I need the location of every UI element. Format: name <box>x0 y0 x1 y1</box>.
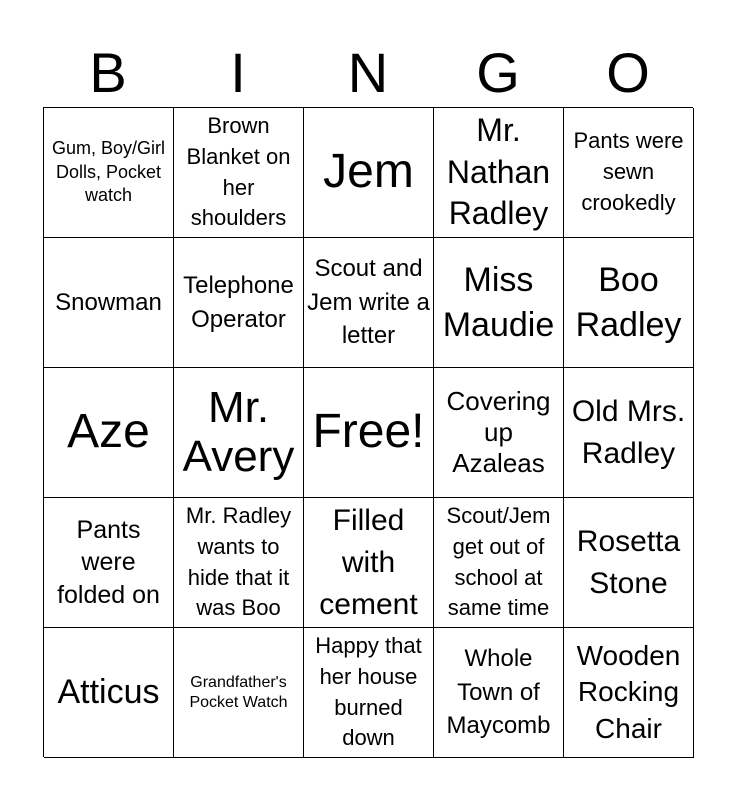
cell-text: Jem <box>323 145 414 199</box>
cell-text: Boo Radley <box>575 261 682 344</box>
bingo-cell[interactable] <box>174 108 304 238</box>
bingo-cell[interactable] <box>44 498 174 628</box>
bingo-board <box>43 107 693 757</box>
bingo-cell[interactable] <box>564 368 694 498</box>
cell-text: Aze <box>67 405 150 459</box>
bingo-cell[interactable] <box>564 108 694 238</box>
cell-text: Whole Town of Maycomb <box>446 645 551 740</box>
cell-text: Pants were folded on <box>57 515 160 609</box>
cell-text: Filled with cement <box>319 503 418 621</box>
cell-text: Free! <box>312 405 425 459</box>
cell-text: Telephone Operator <box>183 271 294 333</box>
bingo-cell[interactable] <box>174 628 304 758</box>
cell-text: Scout/Jem get out of school at same time <box>446 502 551 621</box>
bingo-cell[interactable] <box>434 238 564 368</box>
bingo-cell[interactable] <box>434 368 564 498</box>
header-letter-n: N <box>347 41 389 104</box>
bingo-cell[interactable] <box>44 238 174 368</box>
bingo-cell[interactable] <box>304 108 434 238</box>
bingo-header <box>43 38 693 108</box>
cell-text: Happy that her house burned down <box>315 632 422 751</box>
cell-text: Mr. Nathan Radley <box>446 112 551 232</box>
cell-text: Rosetta Stone <box>576 524 681 600</box>
header-letter-o: O <box>606 41 650 104</box>
bingo-cell[interactable] <box>304 628 434 758</box>
cell-text: Snowman <box>55 288 162 316</box>
cell-text: Gum, Boy/Girl Dolls, Pocket watch <box>51 138 166 206</box>
bingo-cell[interactable] <box>564 238 694 368</box>
cell-text: Covering up Azaleas <box>446 385 551 479</box>
cell-text: Brown Blanket on her shoulders <box>186 112 291 231</box>
bingo-cell[interactable] <box>174 368 304 498</box>
cell-text: Mr. Radley wants to hide that it was Boo <box>185 502 292 621</box>
cell-text: Scout and Jem write a letter <box>307 255 430 350</box>
cell-text: Wooden Rocking Chair <box>576 639 681 744</box>
bingo-cell[interactable] <box>304 498 434 628</box>
bingo-cell[interactable] <box>434 628 564 758</box>
header-letter-g: G <box>476 41 520 104</box>
bingo-cell[interactable] <box>434 498 564 628</box>
cell-text: Pants were sewn crookedly <box>573 128 684 215</box>
free-space[interactable] <box>304 368 434 498</box>
bingo-cell[interactable] <box>174 238 304 368</box>
bingo-cell[interactable] <box>434 108 564 238</box>
bingo-cell[interactable] <box>44 628 174 758</box>
cell-text: Atticus <box>57 673 160 712</box>
cell-text: Old Mrs. Radley <box>571 394 686 470</box>
bingo-cell[interactable] <box>564 628 694 758</box>
bingo-cell[interactable] <box>44 368 174 498</box>
header-letter-b: B <box>89 41 127 104</box>
cell-text: Miss Maudie <box>442 261 555 344</box>
bingo-cell[interactable] <box>44 108 174 238</box>
cell-text: Grandfather's Pocket Watch <box>189 674 288 711</box>
bingo-cell[interactable] <box>304 238 434 368</box>
bingo-cell[interactable] <box>564 498 694 628</box>
cell-text: Mr. Avery <box>182 383 295 481</box>
header-letter-i: I <box>230 41 246 104</box>
bingo-cell[interactable] <box>174 498 304 628</box>
